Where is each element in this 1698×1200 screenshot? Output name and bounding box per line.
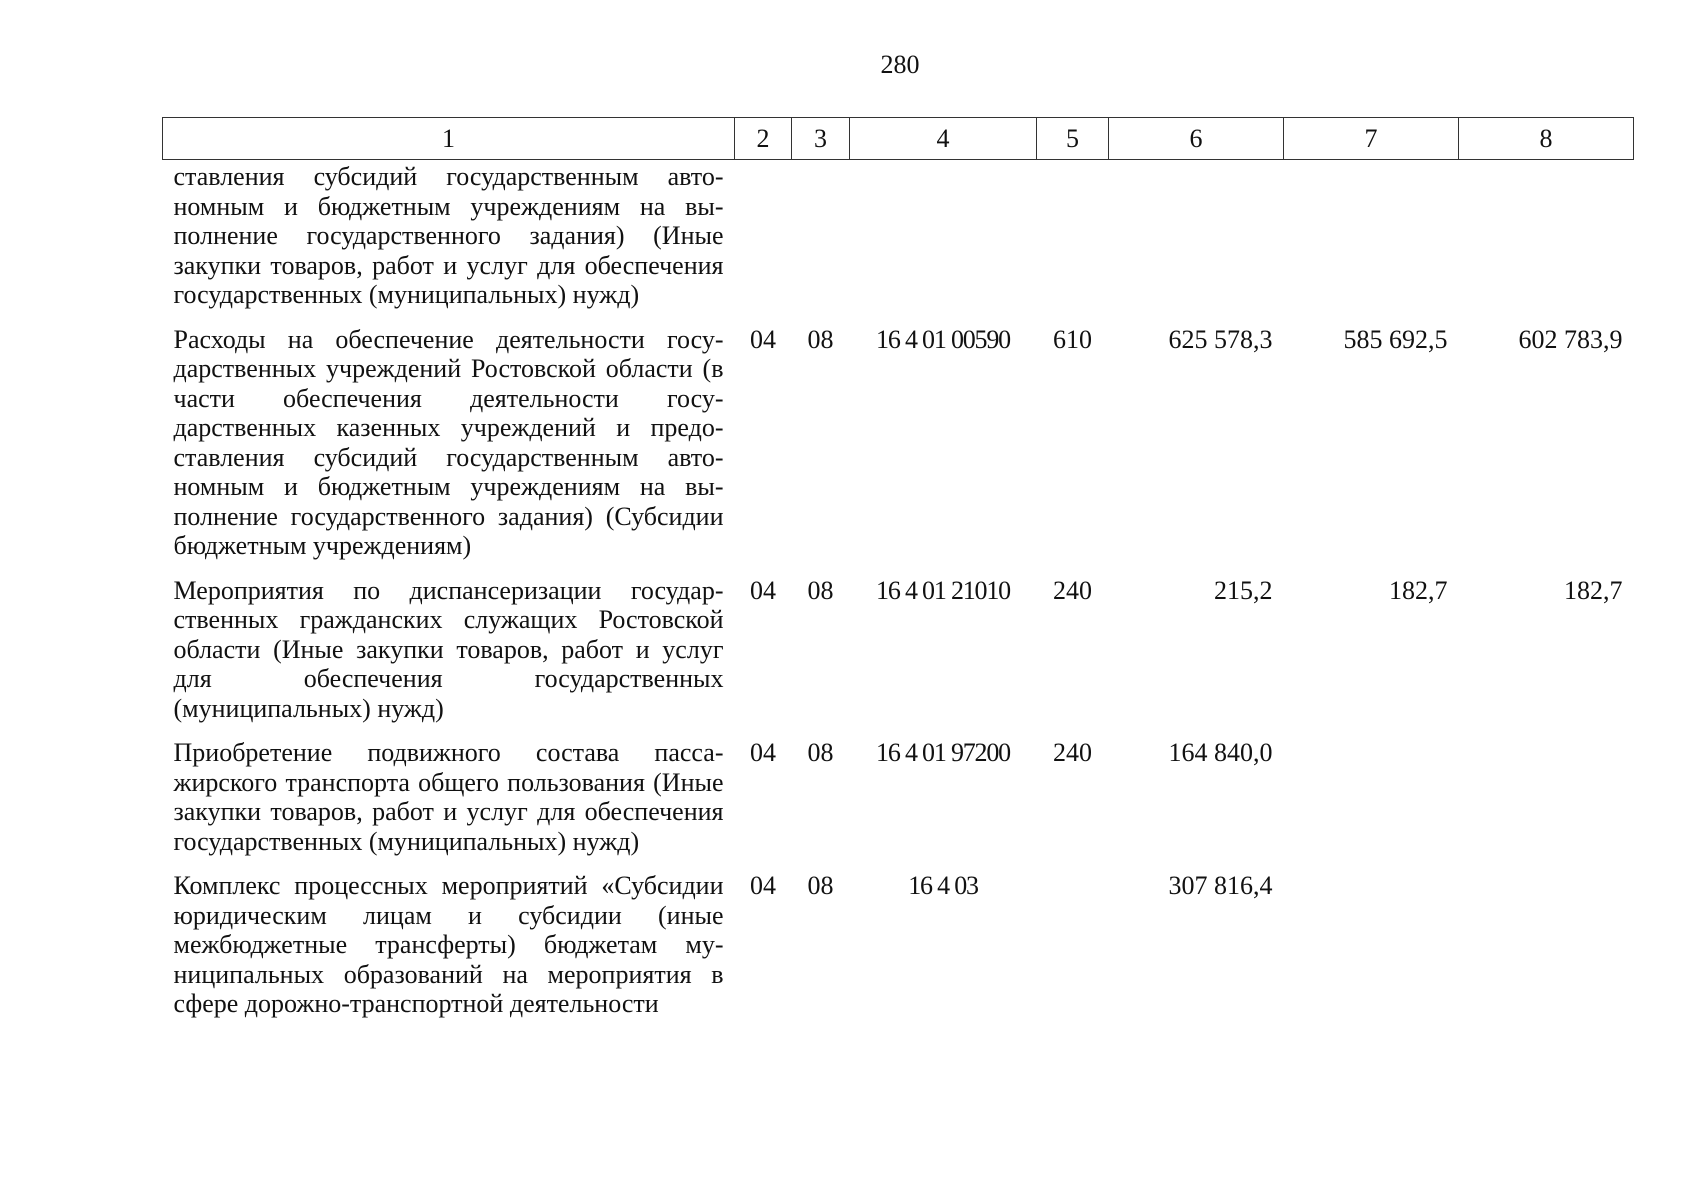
row-col-5: 240 xyxy=(1053,738,1092,767)
row-col-5: 610 xyxy=(1053,324,1092,354)
row-col-3: 08 xyxy=(807,871,834,900)
header-col-7: 7 xyxy=(1284,118,1459,160)
row-col-6 xyxy=(1109,160,1284,310)
table-body xyxy=(163,160,1634,1019)
row-col-5 xyxy=(1037,160,1109,310)
row-col-6: 164 840,0 xyxy=(1168,738,1273,767)
row-description: Мероприятия по диспансеризации государственных гражданских служащих Ростовской области (Иные закупки товаров, работ и услуг для обеспечения государственных (муниципальных) нужд) xyxy=(173,575,724,723)
row-col-7: 585 692,5 xyxy=(1343,324,1448,354)
row-col-3: 08 xyxy=(807,575,834,605)
row-col-7: 182,7 xyxy=(1389,575,1448,605)
table-row xyxy=(163,561,1634,724)
row-col-5: 240 xyxy=(1053,575,1092,605)
row-col-2: 04 xyxy=(750,738,776,767)
row-col-2: 04 xyxy=(750,575,776,605)
table-row xyxy=(163,856,1634,1019)
header-col-4: 4 xyxy=(850,118,1037,160)
table-row xyxy=(163,160,1634,310)
row-col-2: 04 xyxy=(750,324,776,354)
row-code: 16 4 03 xyxy=(908,871,978,900)
row-code xyxy=(850,160,1037,310)
table-row xyxy=(163,310,1634,561)
row-code: 16 4 01 97200 xyxy=(876,738,1010,767)
row-col-7 xyxy=(1284,856,1459,1019)
header-col-5: 5 xyxy=(1037,118,1109,160)
row-col-6: 215,2 xyxy=(1214,575,1273,605)
row-col-5 xyxy=(1037,856,1109,1019)
header-col-6: 6 xyxy=(1109,118,1284,160)
row-col-6: 625 578,3 xyxy=(1168,324,1273,354)
row-description: Комплекс процессных мероприятий «Субсидии юридическим лицам и субсидии (иные межбюджетные трансферты) бюджетам муниципальных образований на мероприятия в сфере дорожно-транспортной деятельности xyxy=(173,871,724,1018)
page-number: 280 xyxy=(880,50,920,79)
header-col-8: 8 xyxy=(1459,118,1634,160)
header-col-2: 2 xyxy=(735,118,792,160)
row-col-8 xyxy=(1459,856,1634,1019)
row-col-3: 08 xyxy=(807,738,834,767)
row-code: 16 4 01 21010 xyxy=(876,575,1010,605)
row-col-2 xyxy=(735,160,792,310)
row-col-8 xyxy=(1459,160,1634,310)
row-description: Расходы на обеспечение деятельности государственных учреждений Ростовской области (в части обеспечения деятельности государственных казенных учреждений и предоставления субсидий государственным автономным и бюджетным учреждениям на выполнение государственного задания) (Субсидии бюджетным учреждениям) xyxy=(173,324,724,560)
table-header xyxy=(163,118,1634,160)
row-col-8 xyxy=(1459,723,1634,856)
table-row xyxy=(163,723,1634,856)
row-col-2: 04 xyxy=(750,871,776,900)
budget-table xyxy=(162,117,1634,1019)
row-col-7 xyxy=(1284,160,1459,310)
row-col-8: 602 783,9 xyxy=(1518,324,1623,354)
header-row xyxy=(163,118,1634,160)
row-description: ставления субсидий государственным автономным и бюджетным учреждениям на выполнение государственного задания) (Иные закупки товаров, работ и услуг для обеспечения государственных (муниципальных) нужд) xyxy=(173,162,724,309)
row-col-3: 08 xyxy=(807,324,834,354)
row-code: 16 4 01 00590 xyxy=(876,324,1010,354)
row-col-3 xyxy=(792,160,850,310)
header-col-3: 3 xyxy=(792,118,850,160)
row-col-6: 307 816,4 xyxy=(1168,871,1273,900)
header-col-1: 1 xyxy=(163,118,735,160)
row-col-7 xyxy=(1284,723,1459,856)
row-col-8: 182,7 xyxy=(1564,575,1623,605)
row-description: Приобретение подвижного состава пассажирского транспорта общего пользования (Иные закупки товаров, работ и услуг для обеспечения государственных (муниципальных) нужд) xyxy=(173,738,724,856)
